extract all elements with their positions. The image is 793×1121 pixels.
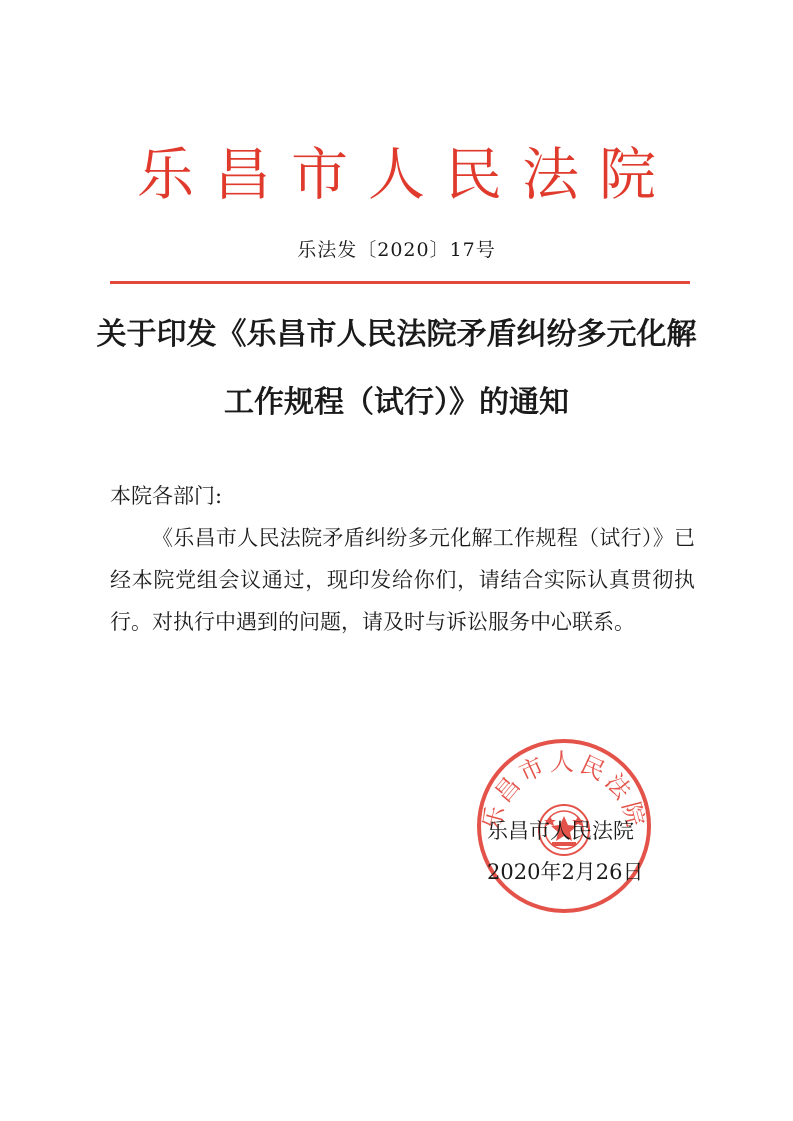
notice-title — [90, 318, 703, 420]
seal-arc-text: 乐昌市人民法院 — [477, 748, 651, 834]
body-paragraph: 《乐昌市人民法院矛盾纠纷多元化解工作规程（试行）》已经本院党组会议通过，现印发给你们，请结合实际认真贯彻执行。对执行中遇到的问题，请及时与诉讼服务中心联系。 — [110, 526, 695, 634]
notice-title-line2: 工作规程（试行）》的通知 — [224, 385, 569, 420]
salutation: 本院各部门: — [110, 484, 223, 508]
signature-org: 乐昌市人民法院 — [487, 819, 634, 843]
red-divider — [110, 281, 690, 284]
issuer-heading: 乐昌市人民法院 — [137, 142, 676, 208]
document-number: 乐法发〔2020〕17号 — [297, 239, 496, 261]
notice-title-line1: 关于印发《乐昌市人民法院矛盾纠纷多元化解 — [96, 317, 697, 352]
signature-date: 2020年2月26日 — [487, 860, 644, 884]
notice-body — [110, 475, 695, 643]
